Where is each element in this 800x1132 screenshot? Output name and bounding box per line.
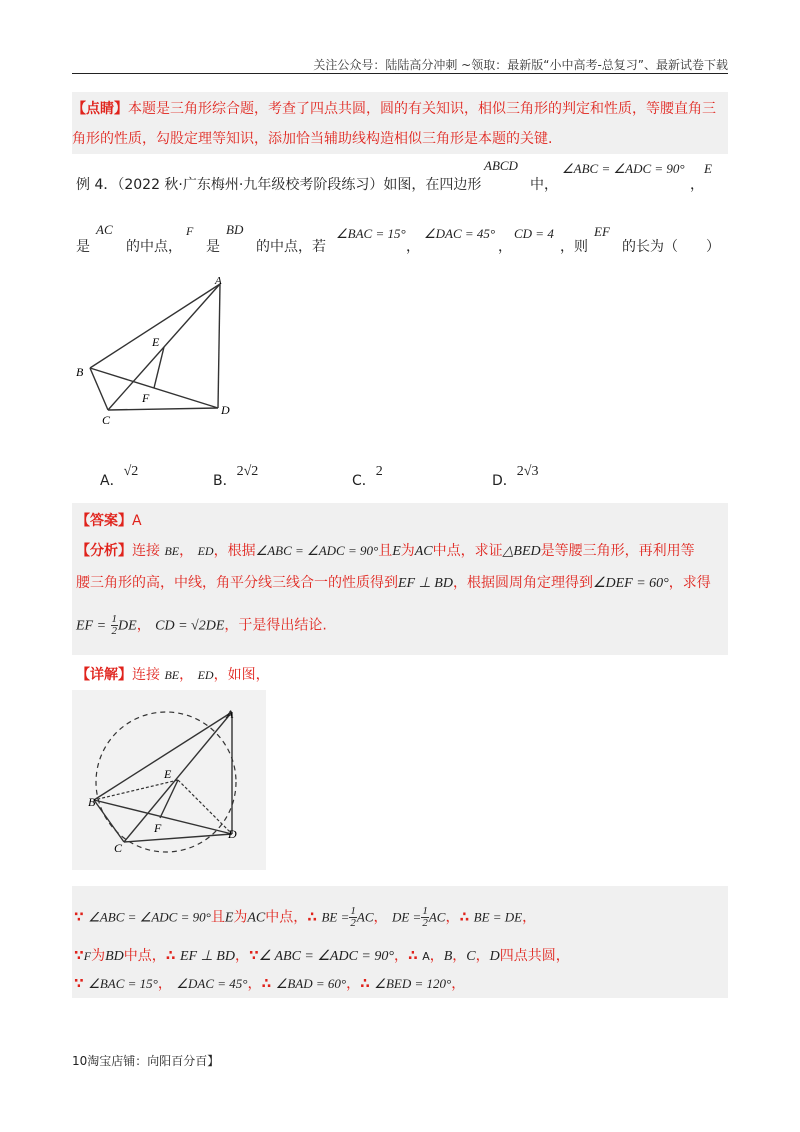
header-divider bbox=[72, 73, 728, 74]
analysis-l1f: 是等腰三角形，再利用等 bbox=[540, 543, 695, 559]
dianjing-text-1: 本题是三角形综合题，考查了四点共圆，圆的有关知识，相似三角形的判定和性质，等腰直角三 bbox=[128, 101, 716, 117]
point-e: E bbox=[704, 161, 712, 176]
analysis-de: DE bbox=[118, 618, 137, 634]
problem-shi: 是 bbox=[76, 239, 90, 255]
sol-bac: ∠BAC = 15° bbox=[88, 976, 158, 991]
detail-c: ，如图， bbox=[213, 667, 270, 683]
problem-mid1: 的中点， bbox=[126, 239, 182, 255]
option-d[interactable] bbox=[492, 464, 539, 490]
page-footer bbox=[72, 1052, 219, 1069]
problem-zhong: 中， bbox=[530, 177, 558, 193]
problem-then: ，则 bbox=[560, 239, 588, 255]
fig1-label-b: B bbox=[76, 365, 84, 379]
page-header: 关注公众号：陆陆高分冲刺 ~领取：最新版“小中高考-总复习”、最新试卷下载 bbox=[313, 58, 728, 72]
option-a-letter: A． bbox=[100, 473, 124, 489]
analysis-l1c: 且 bbox=[378, 543, 393, 559]
sep-1: ， bbox=[406, 239, 420, 255]
option-c[interactable] bbox=[352, 464, 383, 490]
problem-mid2: 的中点，若 bbox=[256, 239, 326, 255]
answer-line bbox=[76, 510, 142, 530]
angle-bac: ∠BAC = 15° bbox=[336, 226, 406, 241]
page-number: 10 bbox=[72, 1054, 88, 1068]
analysis-l1b: ，根据 bbox=[213, 543, 256, 559]
segment-bd: BD bbox=[226, 222, 244, 237]
sol-half-2: $\frac{1}{2}$ bbox=[422, 905, 428, 929]
solution-line-1: ∵ ∠ABC = ∠ADC = 90°且E为AC中点，∴ BE = $\frac{1}{2}$ AC， DE = $\frac{1}{2}$ AC，∴ BE = DE， bbox=[74, 905, 537, 929]
sep-2: ， bbox=[498, 239, 512, 255]
analysis-bed: △BED bbox=[502, 544, 541, 559]
sol-bede: BE = DE bbox=[473, 909, 523, 925]
fig2-label-c: C bbox=[114, 841, 123, 855]
analysis-tag: 【分析】 bbox=[76, 543, 132, 559]
analysis-line-2 bbox=[76, 572, 711, 592]
dianjing-band bbox=[72, 92, 728, 154]
fig2-label-d: D bbox=[228, 827, 237, 841]
figure-circle bbox=[72, 690, 266, 870]
analysis-l2b: ，根据圆周角定理得到 bbox=[452, 575, 593, 591]
analysis-cd: CD = √2DE bbox=[155, 618, 225, 634]
problem-intro: 例 4．（2022 秋·广东梅州·九年级校考阶段练习）如图，在四边形 bbox=[76, 177, 482, 193]
sol-half-1: $\frac{1}{2}$ bbox=[350, 905, 356, 929]
option-a-value: √2 bbox=[123, 464, 139, 479]
analysis-be: BE bbox=[164, 544, 180, 558]
analysis-l1d: 为 bbox=[400, 543, 415, 559]
detail-tag: 【详解】 bbox=[76, 667, 132, 683]
analysis-l3-end: ，于是得出结论. bbox=[224, 617, 327, 634]
option-d-letter: D． bbox=[492, 473, 517, 489]
analysis-angle: ∠ABC = ∠ADC = 90° bbox=[255, 543, 379, 558]
fig2-label-a: A bbox=[226, 707, 234, 721]
sol-bad: ∠BAD = 60° bbox=[275, 976, 347, 991]
answer-value: A bbox=[132, 513, 142, 529]
shop-name: 淘宝店铺：向阳百分百】 bbox=[87, 1054, 220, 1068]
cd-length: CD = 4 bbox=[514, 226, 554, 241]
option-c-value: 2 bbox=[375, 464, 383, 479]
fig1-label-d: D bbox=[221, 403, 230, 417]
problem-comma: ， bbox=[690, 177, 704, 193]
problem-is: 是 bbox=[206, 239, 220, 255]
detail-line bbox=[76, 664, 270, 684]
answer-tag: 【答案】 bbox=[76, 513, 132, 529]
option-d-value: 2√3 bbox=[516, 464, 539, 479]
fig2-label-f: F bbox=[154, 821, 162, 835]
analysis-l2c: ，求得 bbox=[668, 575, 711, 591]
option-b-value: 2√2 bbox=[236, 464, 259, 479]
point-f: F bbox=[186, 224, 194, 238]
fig1-label-e: E bbox=[152, 335, 160, 349]
analysis-def: ∠DEF = 60° bbox=[592, 576, 669, 591]
segment-ac: AC bbox=[96, 222, 113, 237]
fig2-label-e: E bbox=[164, 767, 172, 781]
segment-ef: EF bbox=[594, 224, 610, 239]
sol-bed: ∠BED = 120° bbox=[374, 976, 452, 991]
analysis-c1: ， bbox=[179, 543, 194, 559]
fig1-label-c: C bbox=[102, 413, 111, 427]
fig1-label-f: F bbox=[142, 391, 150, 405]
option-a[interactable] bbox=[100, 464, 139, 490]
sol-dac: ∠DAC = 45° bbox=[176, 976, 248, 991]
analysis-ac: AC bbox=[414, 544, 433, 559]
solution-line-2: ∵F为BD中点，∴ EF ⊥ BD，∵∠ ABC = ∠ADC = 90°，∴ A，B，C，D四点共圆， bbox=[74, 948, 570, 964]
figure-quadrilateral bbox=[70, 272, 240, 432]
detail-ed: ED bbox=[197, 668, 214, 682]
detail-be: BE bbox=[164, 668, 180, 682]
fig1-label-a: A bbox=[215, 275, 222, 287]
sol-be: BE = bbox=[321, 909, 350, 925]
analysis-ef: EF = bbox=[76, 618, 107, 634]
sol-perp: EF ⊥ BD bbox=[179, 949, 235, 964]
analysis-line-1 bbox=[76, 540, 695, 560]
analysis-l2a: 腰三角形的高，中线，角平分线三线合一的性质得到 bbox=[76, 575, 398, 591]
analysis-line-3: EF = $\frac{1}{2}$ DE， CD = √2DE，于是得出结论. bbox=[76, 613, 327, 637]
analysis-half: $\frac{1}{2}$ bbox=[111, 613, 118, 637]
dianjing-line-2: 角形的性质，勾股定理等知识，添加恰当辅助线构造相似三角形是本题的关键. bbox=[72, 131, 553, 147]
option-b[interactable] bbox=[213, 464, 259, 490]
angle-dac: ∠DAC = 45° bbox=[424, 226, 496, 241]
dianjing-tag: 【点睛】 bbox=[72, 101, 128, 117]
analysis-l1e: 中点，求证 bbox=[432, 543, 503, 559]
analysis-e: E bbox=[392, 544, 401, 559]
dianjing-line-1 bbox=[72, 98, 716, 118]
detail-b: ， bbox=[179, 667, 194, 683]
analysis-perp: EF ⊥ BD bbox=[398, 576, 453, 591]
angle-condition: ∠ABC = ∠ADC = 90° bbox=[562, 161, 685, 176]
sol-angle-1: ∠ABC = ∠ADC = 90° bbox=[88, 909, 211, 925]
problem-length: 的长为（ ） bbox=[622, 239, 720, 255]
analysis-l1a: 连接 bbox=[132, 543, 160, 559]
sol-de: DE = bbox=[391, 909, 422, 925]
option-b-letter: B． bbox=[213, 473, 237, 489]
option-c-letter: C． bbox=[352, 473, 376, 489]
fig2-label-b: B bbox=[88, 795, 96, 809]
detail-a: 连接 bbox=[132, 667, 160, 683]
analysis-ed: ED bbox=[197, 544, 214, 558]
solution-line-3: ∵ ∠BAC = 15°， ∠DAC = 45°，∴ ∠BAD = 60°，∴ ∠BED = 120°， bbox=[74, 976, 466, 992]
sol-angle-2: ∠ ABC = ∠ADC = 90° bbox=[258, 949, 394, 964]
quad-label: ABCD bbox=[484, 158, 518, 173]
